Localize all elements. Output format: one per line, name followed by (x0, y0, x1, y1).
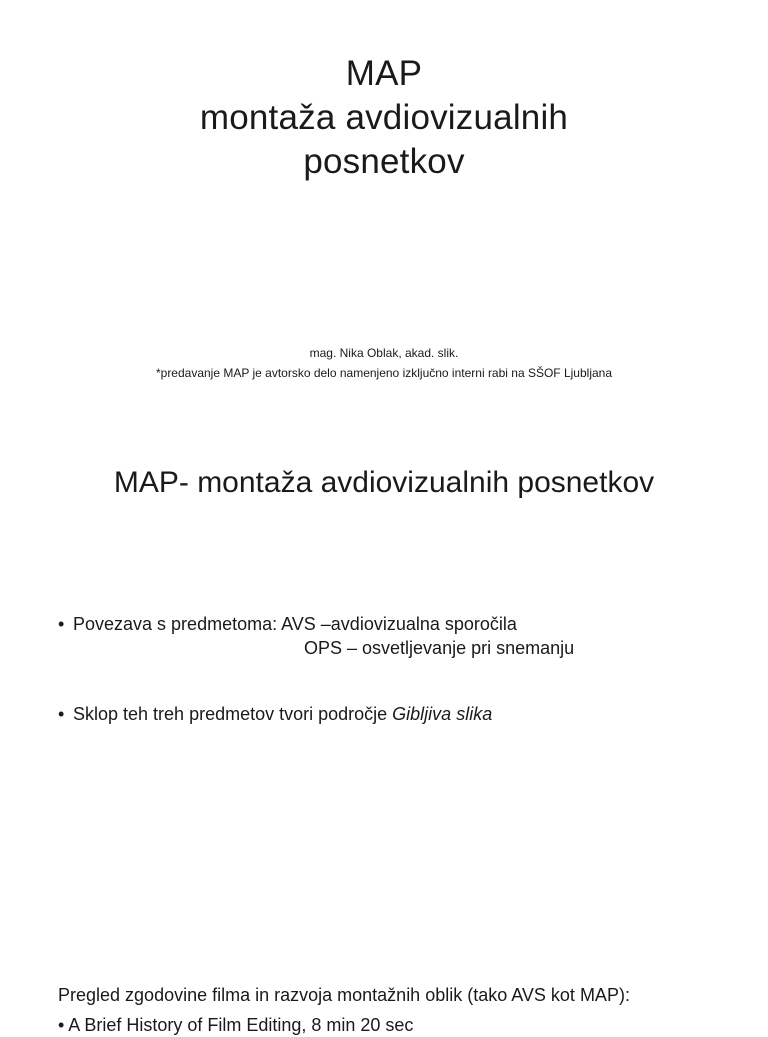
author-line: mag. Nika Oblak, akad. slik. (309, 346, 459, 360)
slide-title (0, 0, 768, 420)
slide-title-heading (0, 52, 768, 184)
bullet-marker: • (58, 614, 65, 634)
slide3-intro: Pregled zgodovine filma in razvoja montažnih oblik (tako AVS kot MAP): (58, 985, 630, 1005)
bullet2-italic: Gibljiva slika (392, 704, 493, 724)
bullet1-continuation: OPS – osvetljevanje pri snemanju (304, 638, 575, 658)
slide3-bullet-partial: • A Brief History of Film Editing, 8 min 20 sec (58, 1015, 414, 1035)
bullet-moving-image (58, 702, 492, 726)
title-line-1: MAP (345, 54, 423, 93)
bullet2-text: Sklop teh treh predmetov tvori področje (73, 704, 393, 724)
credits (0, 343, 768, 383)
slide2-title: MAP- montaža avdiovizualnih posnetkov (113, 466, 655, 499)
title-line-2: montaža avdiovizualnih (199, 98, 569, 137)
bullet1-text: Povezava s predmetoma: AVS –avdiovizualna sporočila (73, 614, 517, 634)
title-line-3: posnetkov (303, 142, 465, 181)
bullet-marker: • (58, 704, 65, 724)
slide-course-overview (0, 430, 768, 950)
copyright-notice: *predavanje MAP je avtorsko delo namenjeno izključno interni rabi na SŠOF Ljubljana (155, 366, 613, 380)
bullet-related-subjects (58, 612, 517, 636)
slide-film-history (0, 955, 768, 1035)
